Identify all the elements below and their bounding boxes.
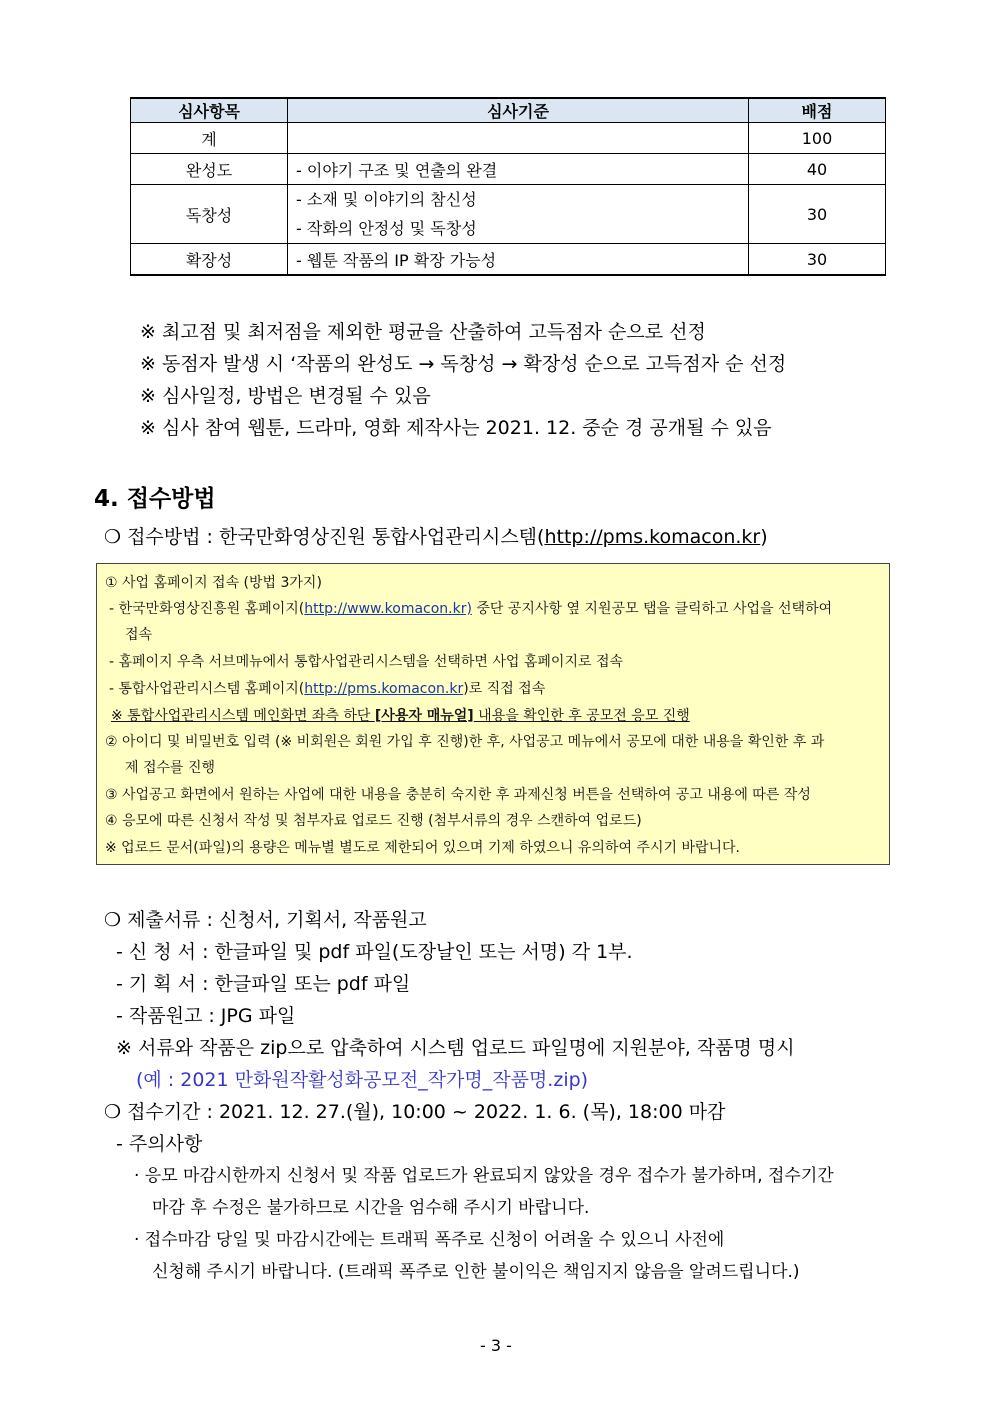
notice-line: ② 아이디 및 비밀번호 입력 (※ 비회원은 회원 가입 후 진행)한 후, 사업공고 메뉴에서 공모에 대한 내용을 확인한 후 과 [105,734,825,750]
row-criteria: - 웹툰 작품의 IP 확장 가능성 [288,244,749,276]
row-score: 40 [749,154,886,185]
row-score: 30 [749,185,886,244]
docs-title: ❍ 제출서류 : 신청서, 기획서, 작품원고 [104,909,427,931]
header-criteria: 심사기준 [288,98,749,123]
header-item: 심사항목 [131,98,288,123]
criteria-line: - 소재 및 이야기의 참신성 [296,190,477,209]
pms-link[interactable]: http://pms.komacon.kr [544,526,761,548]
row-criteria [288,123,749,154]
notice-line: ③ 사업공고 화면에서 원하는 사업에 대한 내용을 충분히 숙지한 후 과제신청 버튼을 선택하여 공고 내용에 따른 작성 [105,787,811,803]
pms-notice-link[interactable]: http://pms.komacon.kr [304,681,464,697]
caution-title: - 주의사항 [116,1133,203,1155]
scoring-table [130,97,886,276]
row-criteria [288,185,749,244]
row-score: 30 [749,244,886,276]
header-score: 배점 [749,98,886,123]
komacon-link[interactable]: http://www.komacon.kr) [304,601,472,617]
method-prefix: ❍ 접수방법 : 한국만화영상진원 통합사업관리시스템( [104,526,545,548]
docs-note: ※ 서류와 작품은 zip으로 압축하여 시스템 업로드 파일명에 지원분야, 작품명 명시 [116,1037,795,1059]
user-manual-text: [사용자 매뉴얼] [374,708,474,724]
row-criteria: - 이야기 구조 및 연출의 완결 [288,154,749,185]
page-number: - 3 - [480,1336,512,1355]
note-line: ※ 최고점 및 최저점을 제외한 평균을 산출하여 고득점자 순으로 선정 [140,321,706,343]
row-item: 확장성 [131,244,288,276]
row-item: 완성도 [131,154,288,185]
section-title: 4. 접수방법 [94,486,216,512]
note-line: ※ 심사일정, 방법은 변경될 수 있음 [140,385,431,407]
notice-text: 내용을 확인한 후 공모전 응모 진행 [473,708,690,724]
table-header-row [131,98,886,123]
criteria-line: - 작화의 안정성 및 독창성 [296,219,477,238]
notice-text: )로 직접 접속 [463,681,546,697]
caution-item: · 접수마감 당일 및 마감시간에는 트래픽 폭주로 신청이 어려울 수 있으니 사전에 [134,1230,725,1250]
notice-box [96,563,890,865]
method-suffix: ) [760,526,768,548]
table-row [131,244,886,276]
table-row [131,154,886,185]
notice-line: 제 접수를 진행 [125,760,216,776]
docs-example: (예 : 2021 만화원작활성화공모전_작가명_작품명.zip) [136,1069,589,1091]
row-item: 계 [131,123,288,154]
period-title: ❍ 접수기간 : 2021. 12. 27.(월), 10:00 ~ 2022. 1. 6. (목), 18:00 마감 [104,1101,726,1123]
caution-item: · 응모 마감시한까지 신청서 및 작품 업로드가 완료되지 않았을 경우 접수가 불가하며, 접수기간 [134,1166,834,1186]
notice-line: ① 사업 홈페이지 접속 (방법 3가지) [105,575,322,591]
note-line: ※ 심사 참여 웹툰, 드라마, 영화 제작사는 2021. 12. 중순 경 공개될 수 있음 [140,417,772,439]
notice-text: - 한국만화영상진흥원 홈페이지( [109,601,305,617]
docs-item: - 작품원고 : JPG 파일 [116,1005,296,1027]
docs-item: - 신 청 서 : 한글파일 및 pdf 파일(도장날인 또는 서명) 각 1부. [116,941,633,963]
notice-line [109,598,832,618]
notice-line [109,678,545,698]
notice-line: 접속 [125,627,153,643]
notice-line: ※ 업로드 문서(파일)의 용량은 메뉴별 별도로 제한되어 있으며 기제 하였으니 유의하여 주시기 바랍니다. [105,840,740,856]
row-score: 100 [749,123,886,154]
notice-line: - 홈페이지 우측 서브메뉴에서 통합사업관리시스템을 선택하면 사업 홈페이지로 접속 [109,654,623,670]
notice-line [111,705,690,725]
notice-text: ※ 통합사업관리시스템 메인화면 좌측 하단 [111,708,375,724]
caution-item: 신청해 주시기 바랍니다. (트래픽 폭주로 인한 불이익은 책임지지 않음을 알려드립니다.) [152,1262,800,1282]
note-line: ※ 동점자 발생 시 ‘작품의 완성도 → 독창성 → 확장성 순으로 고득점자 순 선정 [140,353,787,375]
notice-line: ④ 응모에 따른 신청서 작성 및 첨부자료 업로드 진행 (첨부서류의 경우 스캔하여 업로드) [105,813,642,829]
table-row [131,185,886,244]
notice-text: - 통합사업관리시스템 홈페이지( [109,681,305,697]
table-row [131,123,886,154]
method-line [104,522,768,549]
notice-text: 중단 공지사항 옆 지원공모 탭을 클릭하고 사업을 선택하여 [471,601,833,617]
caution-item: 마감 후 수정은 불가하므로 시간을 엄수해 주시기 바랍니다. [152,1198,590,1218]
docs-item: - 기 획 서 : 한글파일 또는 pdf 파일 [116,973,411,995]
row-item: 독창성 [131,185,288,244]
